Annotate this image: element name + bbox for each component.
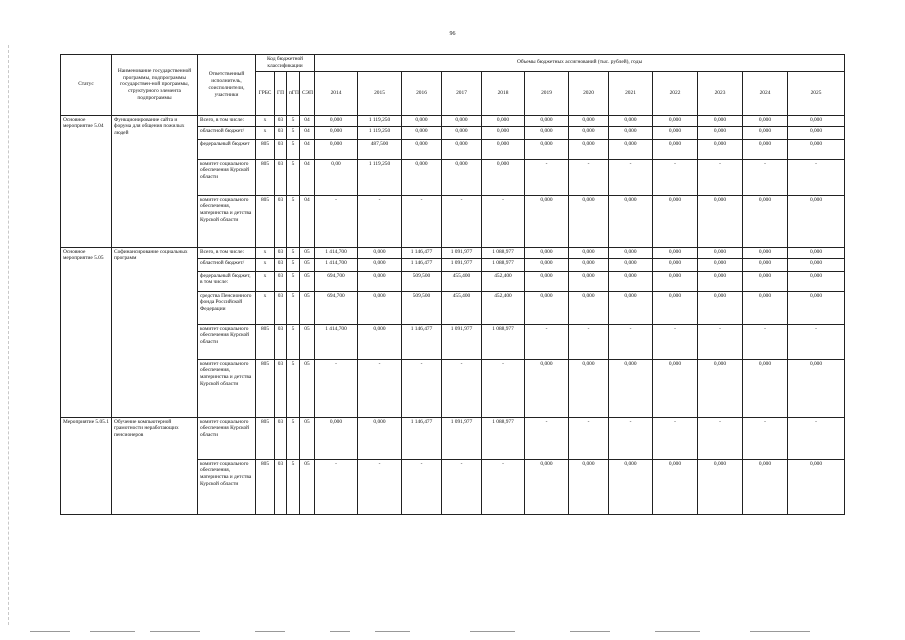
value-cell: 0,000 bbox=[402, 115, 442, 126]
value-cell: 1 414,700 bbox=[315, 258, 358, 271]
value-cell: 452,400 bbox=[482, 291, 525, 324]
sep-cell: 04 bbox=[300, 139, 315, 159]
responsible-cell: комитет социального обеспечения Курской области bbox=[198, 324, 256, 359]
value-cell: - bbox=[315, 195, 358, 247]
value-cell: 0,000 bbox=[609, 271, 653, 291]
value-cell: - bbox=[743, 417, 788, 459]
value-cell: 0,000 bbox=[358, 271, 402, 291]
header-year: 2022 bbox=[653, 71, 698, 115]
pgp-cell: 5 bbox=[287, 258, 300, 271]
value-cell: 0,000 bbox=[525, 195, 569, 247]
value-cell: - bbox=[653, 417, 698, 459]
value-cell: 0,000 bbox=[402, 139, 442, 159]
footer-scan-lines bbox=[30, 631, 880, 635]
value-cell: 487,500 bbox=[358, 139, 402, 159]
value-cell: 1 146,477 bbox=[402, 417, 442, 459]
responsible-cell: комитет социального обеспечения Курской области bbox=[198, 159, 256, 195]
grbs-cell: 805 bbox=[256, 139, 275, 159]
value-cell: 509,500 bbox=[402, 291, 442, 324]
value-cell: 0,000 bbox=[788, 459, 845, 514]
pgp-cell: 5 bbox=[287, 159, 300, 195]
value-cell: 1 146,477 bbox=[402, 247, 442, 258]
value-cell: - bbox=[609, 417, 653, 459]
header-budget-code: Код бюджетной классификации bbox=[256, 55, 315, 72]
responsible-cell: Всего, в том числе: bbox=[198, 115, 256, 126]
header-status: Статус bbox=[61, 55, 112, 116]
value-cell: 1 119,250 bbox=[358, 126, 402, 139]
gp-cell: 03 bbox=[275, 271, 287, 291]
value-cell: 0,000 bbox=[609, 139, 653, 159]
value-cell: - bbox=[743, 324, 788, 359]
value-cell: 0,000 bbox=[743, 271, 788, 291]
table-row bbox=[61, 247, 845, 258]
value-cell: 0,000 bbox=[743, 247, 788, 258]
pgp-cell: 5 bbox=[287, 359, 300, 417]
sep-cell: 05 bbox=[300, 247, 315, 258]
value-cell: 0,000 bbox=[315, 139, 358, 159]
value-cell: - bbox=[442, 359, 482, 417]
header-year: 2015 bbox=[358, 71, 402, 115]
header-year: 2014 bbox=[315, 71, 358, 115]
value-cell: 0,000 bbox=[743, 359, 788, 417]
value-cell: - bbox=[609, 159, 653, 195]
value-cell: 0,000 bbox=[698, 291, 743, 324]
value-cell: 0,000 bbox=[569, 459, 609, 514]
header-year: 2017 bbox=[442, 71, 482, 115]
pgp-cell: 5 bbox=[287, 271, 300, 291]
value-cell: - bbox=[402, 359, 442, 417]
value-cell: 0,000 bbox=[788, 359, 845, 417]
pgp-cell: 5 bbox=[287, 459, 300, 514]
value-cell: 452,400 bbox=[482, 271, 525, 291]
sep-cell: 04 bbox=[300, 159, 315, 195]
value-cell: 0,000 bbox=[315, 115, 358, 126]
value-cell: 0,000 bbox=[609, 459, 653, 514]
gp-cell: 03 bbox=[275, 126, 287, 139]
grbs-cell: 805 bbox=[256, 195, 275, 247]
value-cell: 1 091,977 bbox=[442, 247, 482, 258]
value-cell: 0,000 bbox=[358, 247, 402, 258]
value-cell: 1 091,977 bbox=[442, 324, 482, 359]
value-cell: 0,000 bbox=[358, 417, 402, 459]
value-cell: 0,000 bbox=[482, 126, 525, 139]
value-cell: 0,000 bbox=[653, 115, 698, 126]
value-cell: 455,400 bbox=[442, 291, 482, 324]
value-cell: 1 091,977 bbox=[442, 258, 482, 271]
value-cell: 1 119,250 bbox=[358, 159, 402, 195]
grbs-cell: х bbox=[256, 247, 275, 258]
value-cell: 0,000 bbox=[525, 271, 569, 291]
header-year: 2018 bbox=[482, 71, 525, 115]
pgp-cell: 5 bbox=[287, 195, 300, 247]
value-cell: 0,000 bbox=[698, 126, 743, 139]
value-cell: 0,000 bbox=[525, 139, 569, 159]
pgp-cell: 5 bbox=[287, 139, 300, 159]
value-cell: 0,000 bbox=[743, 195, 788, 247]
value-cell: - bbox=[482, 359, 525, 417]
value-cell: 0,000 bbox=[569, 291, 609, 324]
value-cell: 509,500 bbox=[402, 271, 442, 291]
value-cell: 0,000 bbox=[653, 139, 698, 159]
header-pgp: пГП bbox=[287, 71, 300, 115]
value-cell: 0,000 bbox=[442, 159, 482, 195]
sep-cell: 04 bbox=[300, 115, 315, 126]
name-cell: Функционирование сайта и форума для общения пожилых людей bbox=[112, 115, 198, 247]
header-row-1 bbox=[61, 55, 845, 72]
grbs-cell: х bbox=[256, 115, 275, 126]
value-cell: 0,000 bbox=[788, 195, 845, 247]
value-cell: 1 088,977 bbox=[482, 417, 525, 459]
binding-margin-line bbox=[8, 45, 10, 625]
value-cell: 0,000 bbox=[788, 126, 845, 139]
value-cell: 0,000 bbox=[525, 126, 569, 139]
value-cell: - bbox=[698, 324, 743, 359]
grbs-cell: х bbox=[256, 258, 275, 271]
value-cell: 0,000 bbox=[525, 459, 569, 514]
header-year: 2024 bbox=[743, 71, 788, 115]
value-cell: 0,000 bbox=[788, 139, 845, 159]
gp-cell: 03 bbox=[275, 459, 287, 514]
value-cell: 0,000 bbox=[609, 258, 653, 271]
value-cell: 0,000 bbox=[569, 195, 609, 247]
header-year: 2020 bbox=[569, 71, 609, 115]
value-cell: 0,000 bbox=[569, 139, 609, 159]
value-cell: 1 414,700 bbox=[315, 324, 358, 359]
value-cell: 0,000 bbox=[698, 271, 743, 291]
gp-cell: 03 bbox=[275, 258, 287, 271]
value-cell: - bbox=[609, 324, 653, 359]
value-cell: - bbox=[525, 417, 569, 459]
value-cell: - bbox=[653, 324, 698, 359]
value-cell: - bbox=[788, 159, 845, 195]
value-cell: 1 088,977 bbox=[482, 324, 525, 359]
value-cell: 0,000 bbox=[315, 126, 358, 139]
value-cell: 0,000 bbox=[442, 139, 482, 159]
value-cell: 0,000 bbox=[788, 115, 845, 126]
value-cell: 0,000 bbox=[525, 115, 569, 126]
value-cell: 455,400 bbox=[442, 271, 482, 291]
value-cell: 0,000 bbox=[609, 247, 653, 258]
value-cell: - bbox=[743, 159, 788, 195]
value-cell: 0,000 bbox=[358, 258, 402, 271]
value-cell: - bbox=[358, 459, 402, 514]
value-cell: - bbox=[358, 359, 402, 417]
sep-cell: 05 bbox=[300, 459, 315, 514]
value-cell: - bbox=[402, 195, 442, 247]
value-cell: 0,000 bbox=[442, 126, 482, 139]
status-cell: Основное мероприятие 5.04 bbox=[61, 115, 112, 247]
value-cell: 0,000 bbox=[482, 159, 525, 195]
value-cell: 0,000 bbox=[698, 258, 743, 271]
sep-cell: 05 bbox=[300, 417, 315, 459]
value-cell: - bbox=[653, 159, 698, 195]
value-cell: - bbox=[442, 459, 482, 514]
value-cell: 0,000 bbox=[569, 271, 609, 291]
value-cell: 0,000 bbox=[609, 195, 653, 247]
value-cell: 0,000 bbox=[525, 247, 569, 258]
gp-cell: 03 bbox=[275, 139, 287, 159]
responsible-cell: федеральный бюджет, в том числе: bbox=[198, 271, 256, 291]
header-volumes: Объемы бюджетных ассигнований (тыс. рублей), годы bbox=[315, 55, 845, 72]
value-cell: 0,000 bbox=[525, 359, 569, 417]
grbs-cell: х bbox=[256, 271, 275, 291]
value-cell: 0,000 bbox=[743, 115, 788, 126]
status-cell: Основное мероприятие 5.05 bbox=[61, 247, 112, 417]
gp-cell: 03 bbox=[275, 324, 287, 359]
value-cell: - bbox=[788, 417, 845, 459]
value-cell: 1 088,977 bbox=[482, 258, 525, 271]
grbs-cell: 805 bbox=[256, 359, 275, 417]
value-cell: - bbox=[482, 459, 525, 514]
responsible-cell: комитет социального обеспечения, материнства и детства Курской области bbox=[198, 359, 256, 417]
value-cell: 1 146,477 bbox=[402, 324, 442, 359]
value-cell: 0,000 bbox=[569, 359, 609, 417]
value-cell: 0,000 bbox=[653, 291, 698, 324]
value-cell: 0,000 bbox=[358, 291, 402, 324]
responsible-cell: комитет социального обеспечения Курской области bbox=[198, 417, 256, 459]
value-cell: 0,000 bbox=[569, 247, 609, 258]
grbs-cell: 805 bbox=[256, 459, 275, 514]
value-cell: 0,000 bbox=[743, 291, 788, 324]
responsible-cell: комитет социального обеспечения, материнства и детства Курской области bbox=[198, 459, 256, 514]
value-cell: 0,000 bbox=[315, 417, 358, 459]
value-cell: 0,000 bbox=[358, 324, 402, 359]
value-cell: 0,000 bbox=[653, 126, 698, 139]
header-name: Наименование государственной программы, подпрограммы государствен-ной программы, структурного элемента подпрограммы bbox=[112, 55, 198, 116]
responsible-cell: областной бюджет/ bbox=[198, 258, 256, 271]
value-cell: 0,000 bbox=[402, 159, 442, 195]
pgp-cell: 5 bbox=[287, 324, 300, 359]
value-cell: 0,000 bbox=[698, 247, 743, 258]
value-cell: - bbox=[358, 195, 402, 247]
pgp-cell: 5 bbox=[287, 126, 300, 139]
value-cell: 0,000 bbox=[569, 126, 609, 139]
value-cell: 0,000 bbox=[788, 258, 845, 271]
value-cell: 0,000 bbox=[609, 126, 653, 139]
value-cell: 694,700 bbox=[315, 271, 358, 291]
pgp-cell: 5 bbox=[287, 247, 300, 258]
value-cell: 0,000 bbox=[698, 115, 743, 126]
responsible-cell: федеральный бюджет bbox=[198, 139, 256, 159]
sep-cell: 05 bbox=[300, 291, 315, 324]
value-cell: 0,000 bbox=[569, 258, 609, 271]
name-cell: Софинансирование социальных программ bbox=[112, 247, 198, 417]
status-cell: Мероприятие 5.05.1 bbox=[61, 417, 112, 514]
sep-cell: 04 bbox=[300, 126, 315, 139]
budget-table bbox=[60, 54, 845, 515]
responsible-cell: Всего, в том числе: bbox=[198, 247, 256, 258]
value-cell: 0,000 bbox=[609, 115, 653, 126]
value-cell: 0,000 bbox=[442, 115, 482, 126]
value-cell: - bbox=[525, 324, 569, 359]
value-cell: 0,000 bbox=[698, 139, 743, 159]
gp-cell: 03 bbox=[275, 195, 287, 247]
value-cell: 0,000 bbox=[482, 115, 525, 126]
value-cell: 1 119,250 bbox=[358, 115, 402, 126]
header-year: 2023 bbox=[698, 71, 743, 115]
header-responsible: Ответственный исполнитель, соисполнители, участники bbox=[198, 55, 256, 116]
value-cell: 0,000 bbox=[788, 291, 845, 324]
value-cell: - bbox=[569, 324, 609, 359]
value-cell: 0,000 bbox=[653, 258, 698, 271]
value-cell: 0,000 bbox=[525, 258, 569, 271]
value-cell: 0,000 bbox=[609, 359, 653, 417]
grbs-cell: 805 bbox=[256, 159, 275, 195]
value-cell: 1 088,977 bbox=[482, 247, 525, 258]
value-cell: 0,000 bbox=[698, 195, 743, 247]
value-cell: - bbox=[698, 159, 743, 195]
grbs-cell: х bbox=[256, 126, 275, 139]
gp-cell: 03 bbox=[275, 359, 287, 417]
value-cell: 0,000 bbox=[698, 359, 743, 417]
responsible-cell: областной бюджет/ bbox=[198, 126, 256, 139]
gp-cell: 03 bbox=[275, 159, 287, 195]
header-gp: ГП bbox=[275, 71, 287, 115]
table-row bbox=[61, 115, 845, 126]
gp-cell: 03 bbox=[275, 291, 287, 324]
value-cell: - bbox=[698, 417, 743, 459]
gp-cell: 03 bbox=[275, 247, 287, 258]
value-cell: 0,000 bbox=[653, 271, 698, 291]
value-cell: 0,000 bbox=[743, 258, 788, 271]
value-cell: - bbox=[315, 459, 358, 514]
grbs-cell: 805 bbox=[256, 324, 275, 359]
value-cell: - bbox=[315, 359, 358, 417]
pgp-cell: 5 bbox=[287, 291, 300, 324]
value-cell: 0,000 bbox=[743, 126, 788, 139]
gp-cell: 03 bbox=[275, 115, 287, 126]
pgp-cell: 5 bbox=[287, 115, 300, 126]
value-cell: 0,000 bbox=[482, 139, 525, 159]
pgp-cell: 5 bbox=[287, 417, 300, 459]
value-cell: - bbox=[525, 159, 569, 195]
value-cell: 1 091,977 bbox=[442, 417, 482, 459]
gp-cell: 03 bbox=[275, 417, 287, 459]
value-cell: 0,000 bbox=[609, 291, 653, 324]
sep-cell: 04 bbox=[300, 195, 315, 247]
value-cell: 0,000 bbox=[743, 459, 788, 514]
grbs-cell: 805 bbox=[256, 417, 275, 459]
responsible-cell: средства Пенсионного фонда Российской Федерации bbox=[198, 291, 256, 324]
value-cell: 0,000 bbox=[402, 126, 442, 139]
sep-cell: 05 bbox=[300, 258, 315, 271]
value-cell: 0,000 bbox=[743, 139, 788, 159]
header-grbs: ГРБС bbox=[256, 71, 275, 115]
value-cell: 0,000 bbox=[653, 247, 698, 258]
value-cell: - bbox=[569, 159, 609, 195]
value-cell: 0,000 bbox=[788, 247, 845, 258]
value-cell: - bbox=[402, 459, 442, 514]
value-cell: - bbox=[482, 195, 525, 247]
value-cell: 0,000 bbox=[698, 459, 743, 514]
value-cell: 1 414,700 bbox=[315, 247, 358, 258]
value-cell: - bbox=[569, 417, 609, 459]
header-year: 2025 bbox=[788, 71, 845, 115]
header-year: 2016 bbox=[402, 71, 442, 115]
responsible-cell: комитет социального обеспечения, материнства и детства Курской области bbox=[198, 195, 256, 247]
header-year: 2021 bbox=[609, 71, 653, 115]
grbs-cell: х bbox=[256, 291, 275, 324]
table-row bbox=[61, 417, 845, 459]
sep-cell: 05 bbox=[300, 359, 315, 417]
sep-cell: 05 bbox=[300, 271, 315, 291]
value-cell: 0,000 bbox=[653, 195, 698, 247]
value-cell: 0,000 bbox=[569, 115, 609, 126]
table-body bbox=[61, 115, 845, 514]
value-cell: 0,000 bbox=[653, 459, 698, 514]
header-year: 2019 bbox=[525, 71, 569, 115]
value-cell: 0,00 bbox=[315, 159, 358, 195]
page-number: 96 bbox=[449, 31, 456, 37]
value-cell: 0,000 bbox=[653, 359, 698, 417]
value-cell: - bbox=[442, 195, 482, 247]
header-sep: СЭП bbox=[300, 71, 315, 115]
value-cell: 0,000 bbox=[525, 291, 569, 324]
value-cell: 694,700 bbox=[315, 291, 358, 324]
sep-cell: 05 bbox=[300, 324, 315, 359]
value-cell: 0,000 bbox=[788, 271, 845, 291]
name-cell: Обучение компьютерной грамотности неработающих пенсионеров bbox=[112, 417, 198, 514]
value-cell: 1 146,477 bbox=[402, 258, 442, 271]
value-cell: - bbox=[788, 324, 845, 359]
